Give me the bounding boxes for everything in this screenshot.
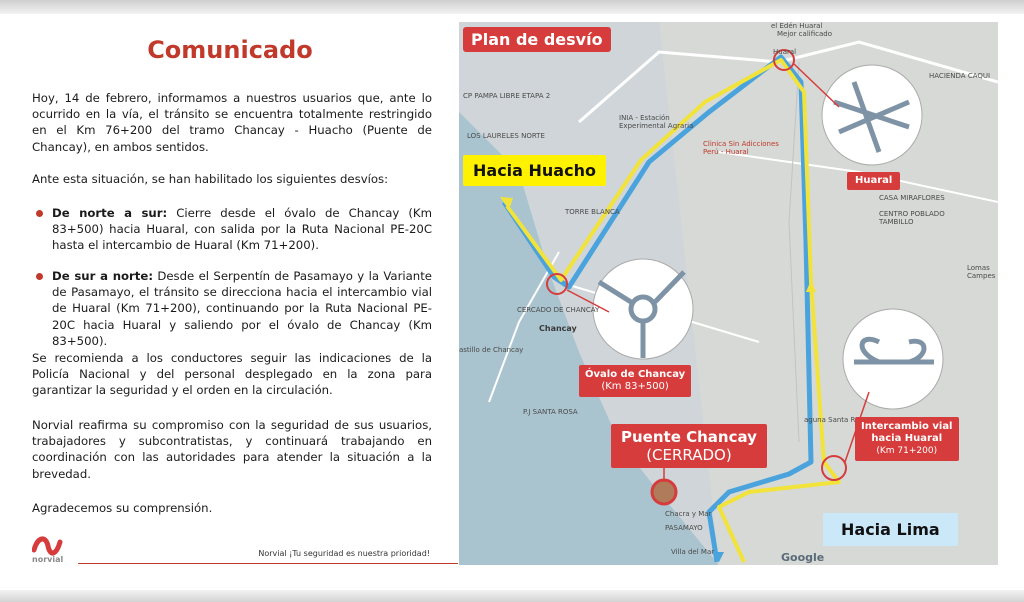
huaral-label: Huaral <box>847 172 900 190</box>
place-inia: INIA - Estación Experimental Agraria <box>619 114 694 130</box>
google-watermark: Google <box>781 551 825 564</box>
commitment-paragraph: Norvial reafirma su compromiso con la seguridad de sus usuarios, trabajadores y subcontratistas, y continuará trabajando en coordinación con las autoridades para atender la situación a la brevedad. <box>32 418 432 481</box>
puente-chancay-label <box>611 424 767 468</box>
place-cp-pampa: CP PAMPA LIBRE ETAPA 2 <box>463 92 551 100</box>
bullet-dot-icon <box>36 273 43 280</box>
page-title: Comunicado <box>147 36 313 64</box>
hacia-huacho-label: Hacia Huacho <box>463 155 606 186</box>
window-bottom-bar <box>0 590 1024 602</box>
bullet-label: De sur a norte: <box>52 269 153 283</box>
place-cercado: CERCADO DE CHANCAY <box>517 306 600 314</box>
desvios-intro: Ante esta situación, se han habilitado los siguientes desvíos: <box>32 172 389 186</box>
intro-paragraph: Hoy, 14 de febrero, informamos a nuestros usuarios que, ante lo ocurrido en la vía, el tránsito se encuentra totalmente restringido en el Km 76+200 del tramo Chancay - Huacho (Puente de Chancay), en ambos sentidos. <box>32 91 432 154</box>
hacia-lima-label: Hacia Lima <box>823 513 958 546</box>
place-castillo: astillo de Chancay <box>459 346 524 354</box>
bullet-text: Desde el Serpentín de Pasamayo y la Variante de Pasamayo, el tránsito se direcciona hacia el intercambio vial de Huaral (Km 71+200), continuando por la Ruta Nacional PE-20C hacia Huaral y saliendo por el óvalo de Chancay (Km 83+500). <box>52 269 432 348</box>
intercambio-title: Intercambio vial <box>861 421 953 432</box>
place-hacienda: HACIENDA CAQUI <box>929 72 991 80</box>
recommendation-paragraph: Se recomienda a los conductores seguir las indicaciones de la Policía Nacional y del personal desplegado en la zona para garantizar la seguridad y el orden en la circulación. <box>32 351 432 398</box>
bullet-dot-icon <box>36 210 43 217</box>
footer-divider <box>78 563 458 564</box>
bullet-text: Cierre desde el óvalo de Chancay (Km 83+500) hacia Huaral, con salida por la Ruta Nacional PE-20C hasta el intercambio de Huaral (Km 71+200). <box>52 206 432 253</box>
plan-label: Plan de desvío <box>463 27 611 52</box>
place-lomas: Lomas Campes <box>967 264 996 280</box>
place-villa: Villa del Mar <box>671 548 715 556</box>
ovalo-label <box>579 365 691 397</box>
place-centro-pob: CENTRO POBLADO TAMBILLO <box>879 210 945 226</box>
intercambio-sub: hacia Huaral <box>871 433 943 444</box>
intercambio-km: (Km 71+200) <box>876 446 938 456</box>
place-laguna: aguna Santa R <box>804 416 856 424</box>
place-pasamayo: PASAMAYO <box>665 524 703 532</box>
ovalo-title: Óvalo de Chancay <box>585 369 686 380</box>
puente-title: Puente Chancay <box>621 428 757 446</box>
place-clinica: Clinica Sin Adicciones Perú - Huaral <box>703 140 779 156</box>
intercambio-label <box>855 417 959 461</box>
place-huaral-top: Huaral <box>773 48 797 56</box>
place-chancay: Chancay <box>539 324 577 333</box>
footer-slogan: Norvial ¡Tu seguridad es nuestra prioridad! <box>258 549 430 558</box>
logo-text: norvial <box>32 555 64 564</box>
place-torre: TORRE BLANCA <box>565 208 620 216</box>
detour-map <box>459 22 998 565</box>
communique-panel <box>28 30 432 570</box>
map-canvas <box>459 22 998 565</box>
window-top-bar <box>0 0 1024 14</box>
bullet-label: De norte a sur: <box>52 206 168 220</box>
thanks-paragraph: Agradecemos su comprensión. <box>32 501 213 515</box>
place-chacra: Chacra y Mar <box>665 510 712 518</box>
place-casa-mira: CASA MIRAFLORES <box>879 194 945 202</box>
place-pj-santa: P.J SANTA ROSA <box>523 408 578 416</box>
place-el-eden: el Edén Huaral <box>771 22 823 30</box>
puente-status: (CERRADO) <box>646 446 732 464</box>
ovalo-km: (Km 83+500) <box>601 381 669 392</box>
place-mejor-calif: Mejor calificado <box>777 30 832 38</box>
place-los-laureles: LOS LAURELES NORTE <box>467 132 545 140</box>
